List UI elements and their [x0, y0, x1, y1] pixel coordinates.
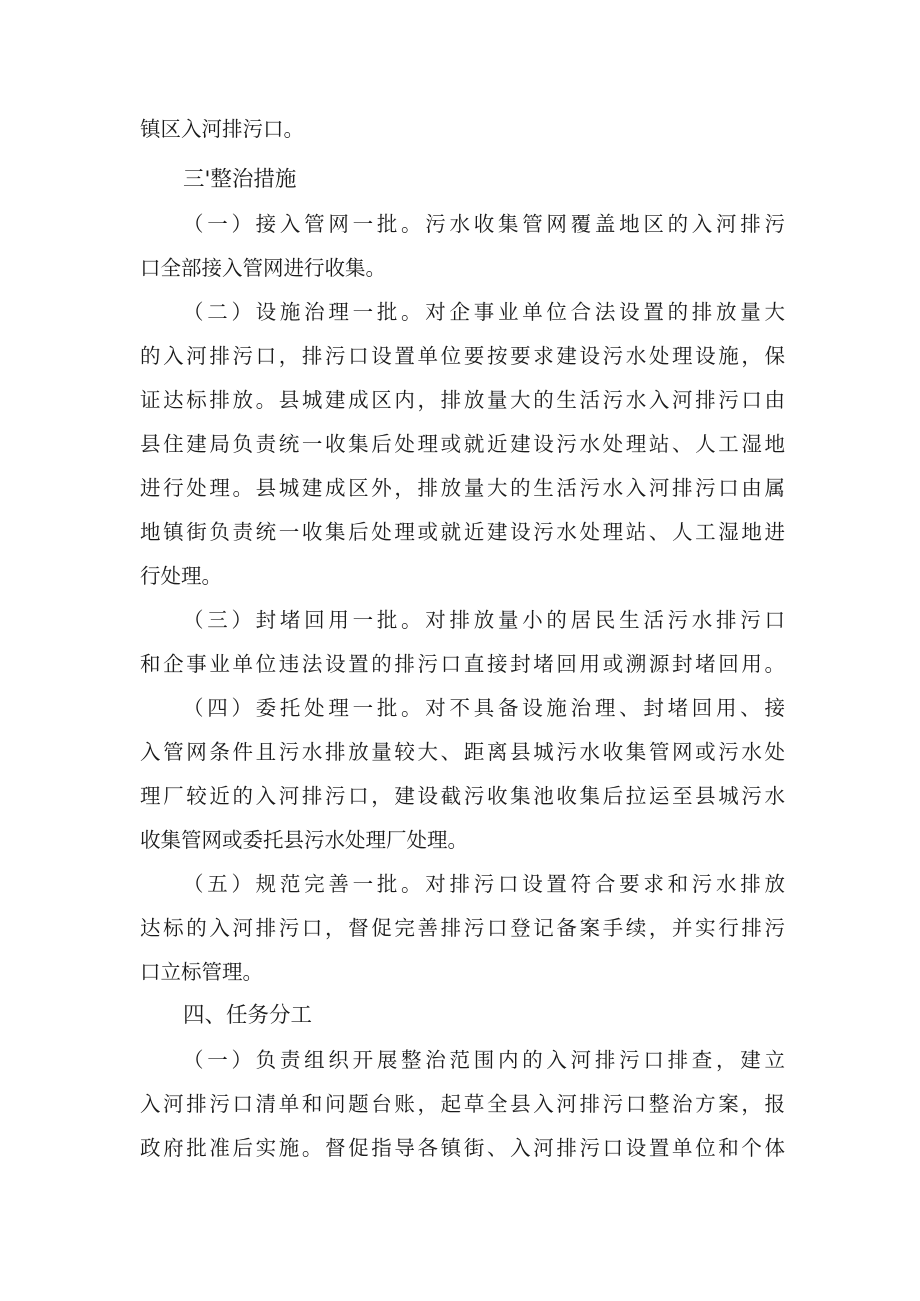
text-line: 入河排污口清单和问题台账，起草全县入河排污口整治方案，报 — [140, 1092, 785, 1116]
text-line: 政府批准后实施。督促指导各镇街、入河排污口设置单位和个体 — [140, 1136, 785, 1160]
text-line: 口全部接入管网进行收集。 — [140, 256, 386, 280]
text-line: 镇区入河排污口。 — [140, 117, 304, 141]
text-line: 县住建局负责统一收集后处理或就近建设污水处理站、人工湿地 — [140, 432, 785, 456]
section-heading-tasks: 四、任务分工 — [183, 1003, 313, 1028]
text-line: 口立标管理。 — [140, 960, 263, 984]
section-heading-measures: 三'整治措施 — [183, 167, 297, 192]
text-line: 达标的入河排污口，督促完善排污口登记备案手续，并实行排污 — [140, 916, 785, 940]
text-line: 的入河排污口，排污口设置单位要按要求建设污水处理设施，保 — [140, 344, 785, 368]
text-line: 理厂较近的入河排污口，建设截污收集池收集后拉运至县城污水 — [140, 784, 785, 808]
paragraph-line: （一）负责组织开展整治范围内的入河排污口排查，建立 — [183, 1048, 785, 1072]
paragraph-line: （四）委托处理一批。对不具备设施治理、封堵回用、接 — [183, 696, 785, 720]
text-line: 地镇街负责统一收集后处理或就近建设污水处理站、人工湿地进 — [140, 520, 785, 544]
text-line: 收集管网或委托县污水处理厂处理。 — [140, 828, 468, 852]
paragraph-line: （一）接入管网一批。污水收集管网覆盖地区的入河排污 — [183, 212, 785, 236]
text-line: 进行处理。县城建成区外，排放量大的生活污水入河排污口由属 — [140, 476, 785, 500]
paragraph-line: （二）设施治理一批。对企事业单位合法设置的排放量大 — [183, 300, 785, 324]
paragraph-line: （五）规范完善一批。对排污口设置符合要求和污水排放 — [183, 872, 785, 896]
paragraph-line: （三）封堵回用一批。对排放量小的居民生活污水排污口 — [183, 608, 785, 632]
text-line: 入管网条件且污水排放量较大、距离县城污水收集管网或污水处 — [140, 740, 785, 764]
text-line: 行处理。 — [140, 564, 222, 588]
text-line: 和企事业单位违法设置的排污口直接封堵回用或溯源封堵回用。 — [140, 652, 785, 676]
text-line: 证达标排放。县城建成区内，排放量大的生活污水入河排污口由 — [140, 388, 785, 412]
